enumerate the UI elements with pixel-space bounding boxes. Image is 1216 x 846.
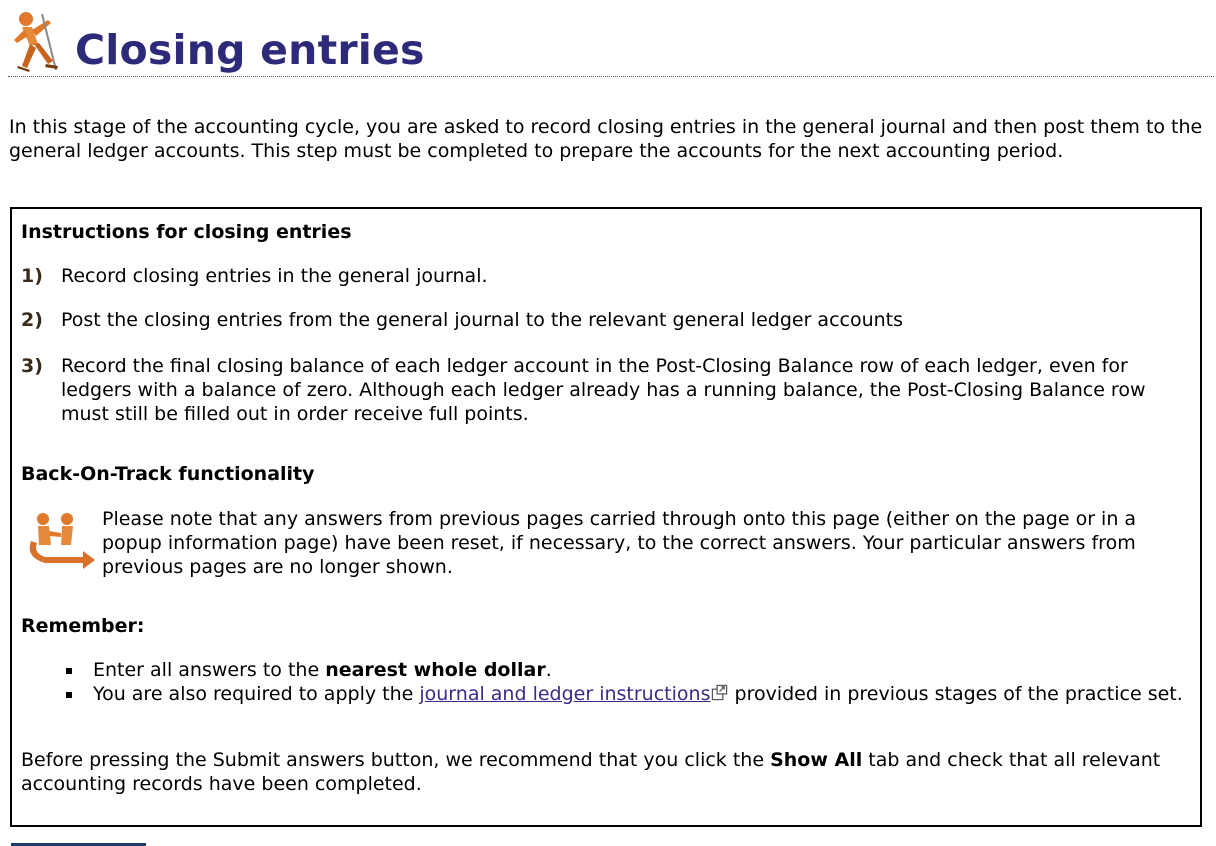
step-number: 2) <box>21 309 43 331</box>
journal-ledger-instructions-link[interactable]: journal and ledger instructions <box>419 683 711 705</box>
emphasis-text: nearest whole dollar <box>325 659 546 681</box>
step-text: Record the final closing balance of each ledger account in the Post-Closing Balance row of each ledger, even for ledgers with a balance of zero. Although each ledger already has a running balance, the Post-Closing Balance row must still be filled out in order receive full points. <box>61 355 1146 425</box>
closing-paragraph: Before pressing the Submit answers button, we recommend that you click the Show All tab and check that all relevant accounting records have been completed. <box>21 749 1161 795</box>
step-number: 1) <box>21 265 43 287</box>
step-number: 3) <box>21 355 43 377</box>
list-item: You are also required to apply the journal and ledger instructions provided in previous stages of the practice set. <box>21 682 1193 706</box>
remember-heading: Remember: <box>21 615 145 637</box>
page-title: Closing entries <box>75 26 425 74</box>
instructions-box <box>10 207 1202 827</box>
back-on-track-text: Please note that any answers from previous pages carried through onto this page (either on the page or in a popup information page) have been reset, if necessary, to the correct answers. Your particular answers from previous pages are no longer shown. <box>102 508 1137 578</box>
bullet <box>66 692 72 698</box>
list-item: Enter all answers to the nearest whole dollar. <box>21 658 1193 682</box>
step-text: Record closing entries in the general journal. <box>61 265 488 287</box>
page-header <box>8 8 1214 77</box>
bullet <box>66 668 72 674</box>
remember-list <box>21 658 1193 706</box>
climber-figure-icon <box>8 10 62 72</box>
intro-paragraph: In this stage of the accounting cycle, you are asked to record closing entries in the general journal and then post them to the general ledger accounts. This step must be completed to prepare the accounts for the next accounting period. <box>9 116 1203 162</box>
back-on-track-icon <box>21 511 97 571</box>
step-text: Post the closing entries from the general journal to the relevant general ledger accounts <box>61 309 904 331</box>
instructions-heading: Instructions for closing entries <box>21 221 352 243</box>
external-link-icon[interactable] <box>711 684 728 701</box>
show-all-text: Show All <box>770 749 863 771</box>
back-on-track-heading: Back-On-Track functionality <box>21 463 315 485</box>
